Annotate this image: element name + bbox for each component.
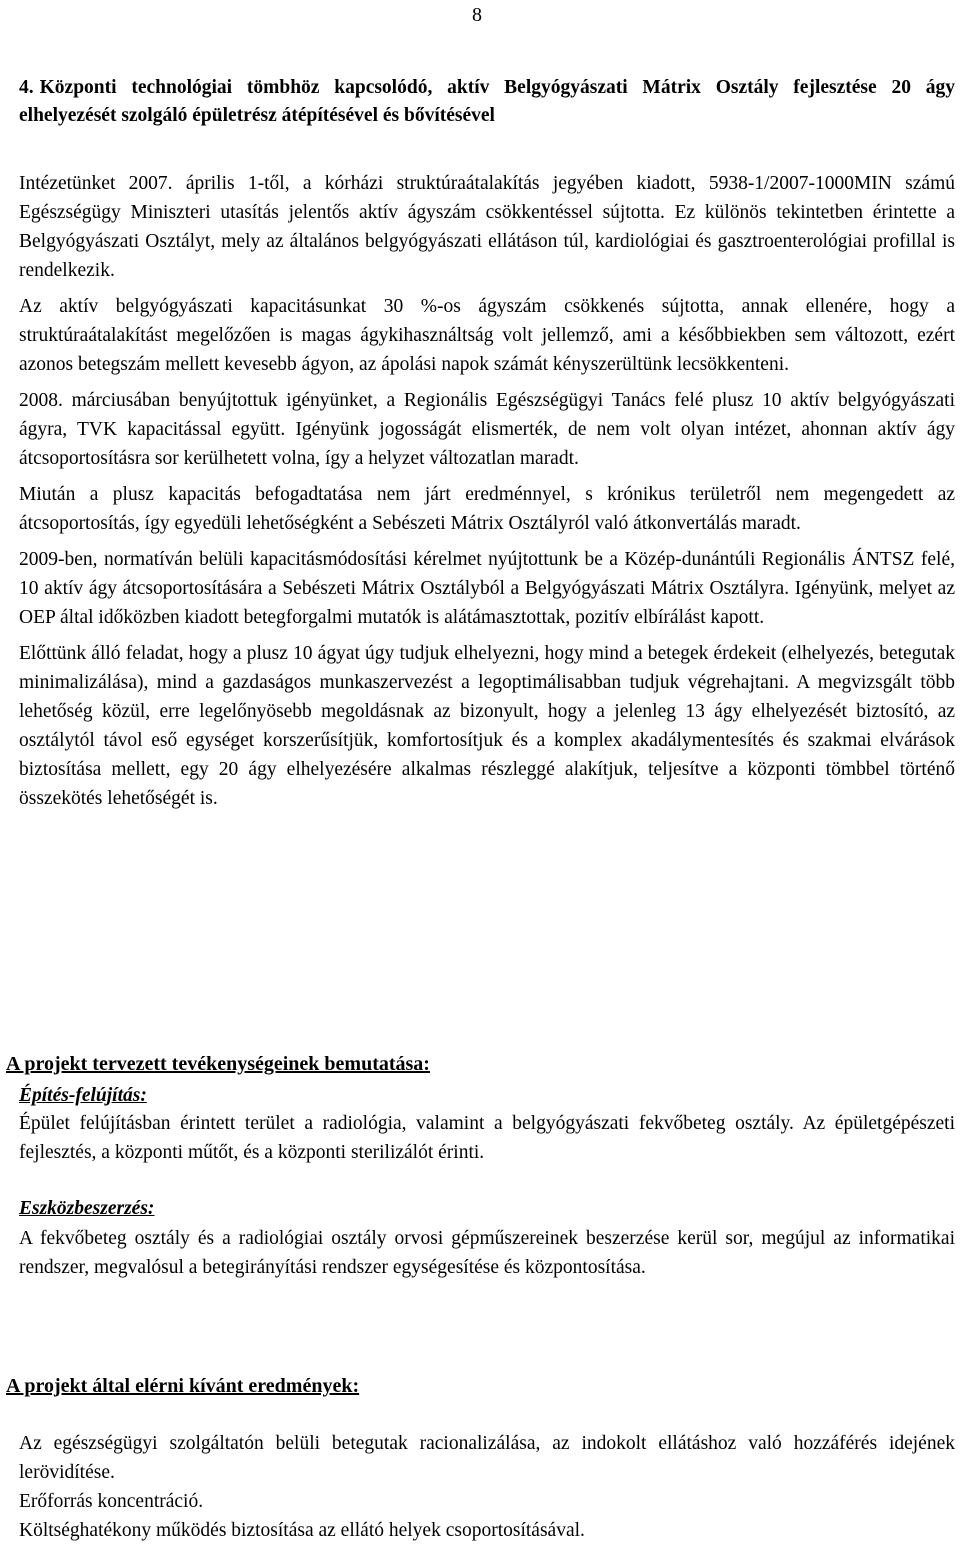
construction-text	[19, 1109, 955, 1167]
paragraph: Intézetünket 2007. április 1-től, a kórházi struktúraátalakítás jegyében kiadott, 5938-1/2007-1000MIN számú Egészségügy Miniszteri utasítás jelentős aktív ágyszám csökkentéssel sújtotta. Ez különös tekintetben érintette a Belgyógyászati Osztályt, mely az általános belgyógyászati ellátáson túl, kardiológiai és gasztroenterológiai profillal is rendelkezik.	[19, 173, 955, 281]
page-number: 8	[472, 4, 482, 26]
result-line: Költséghatékony működés biztosítása az ellátó helyek csoportosításával.	[19, 1520, 585, 1541]
procurement-text	[19, 1224, 955, 1282]
section-title-activities: A projekt tervezett tevékenységeinek bemutatása:	[6, 1053, 430, 1075]
paragraph: 2008. márciusában benyújtottuk igényünket, a Regionális Egészségügyi Tanács felé plusz 10 aktív belgyógyászati ágyra, TVK kapacitással együtt. Igényünk jogosságát elismerték, de nem volt olyan intézet, ahonnan aktív ágy átcsoportosításra sor kerülhetett volna, így a helyzet változatlan maradt.	[19, 390, 955, 469]
result-line: Az egészségügyi szolgáltatón belüli betegutak racionalizálása, az indokolt ellátáshoz való hozzáférés idejének lerövidítése.	[19, 1433, 955, 1483]
subsection-title-procurement: Eszközbeszerzés:	[19, 1198, 155, 1219]
paragraph: 2009-ben, normatíván belüli kapacitásmódosítási kérelmet nyújtottunk be a Közép-dunántúli Regionális ÁNTSZ felé, 10 aktív ágy átcsoportosítására a Sebészeti Mátrix Osztályból a Belgyógyászati Mátrix Osztályra. Igényünk, melyet az OEP által időközben kiadott betegforgalmi mutatók is alátámasztottak, pozitív elbírálást kapott.	[19, 549, 955, 628]
section-heading	[19, 74, 955, 130]
paragraph: A fekvőbeteg osztály és a radiológiai osztály orvosi gépműszereinek beszerzése kerül sor, megújul az informatikai rendszer, megvalósul a betegirányítási rendszer egységesítése és központosítása.	[19, 1228, 955, 1278]
results-text	[19, 1429, 955, 1545]
heading-text: Központi technológiai tömbhöz kapcsolódó, aktív Belgyógyászati Mátrix Osztály fejlesztése 20 ágy elhelyezését szolgáló épületrész átépítésével és bővítésével	[19, 77, 955, 126]
paragraph: Az aktív belgyógyászati kapacitásunkat 30 %-os ágyszám csökkenés sújtotta, annak ellenére, hogy a struktúraátalakítást megelőzően is magas ágykihasználtság volt jellemző, ami a későbbiekben sem változott, ezért azonos betegszám mellett kevesebb ágyon, az ápolási napok számát kényszerültünk lecsökkenteni.	[19, 296, 955, 375]
result-line: Erőforrás koncentráció.	[19, 1491, 204, 1512]
body-text	[19, 169, 955, 813]
paragraph: Miután a plusz kapacitás befogadtatása nem járt eredménnyel, s krónikus területről nem megengedett az átcsoportosítás, így egyedüli lehetőségként a Sebészeti Mátrix Osztályról való átkonvertálás maradt.	[19, 484, 955, 534]
subsection-title-construction: Építés-felújítás:	[19, 1085, 147, 1106]
heading-number: 4.	[19, 77, 34, 98]
section-title-results: A projekt által elérni kívánt eredmények:	[6, 1375, 360, 1397]
paragraph: Épület felújításban érintett terület a radiológia, valamint a belgyógyászati fekvőbeteg osztály. Az épületgépészeti fejlesztés, a központi műtőt, és a központi sterilizálót érinti.	[19, 1113, 955, 1163]
paragraph: Előttünk álló feladat, hogy a plusz 10 ágyat úgy tudjuk elhelyezni, hogy mind a betegek érdekeit (elhelyezés, betegutak minimalizálása), mind a gazdaságos munkaszervezést a legoptimálisabban tudjuk végrehajtani. A megvizsgált több lehetőség közül, erre legelőnyösebb megoldásnak az bizonyult, hogy a jelenleg 13 ágy elhelyezését biztosító, az osztálytól távol eső egységet korszerűsítjük, komfortosítjuk és a komplex akadálymentesítés és szakmai elvárások biztosítása mellett, egy 20 ágy elhelyezésére alkalmas részleggé alakítjuk, teljesítve a központi tömbbel történő összekötés lehetőségét is.	[19, 643, 955, 809]
